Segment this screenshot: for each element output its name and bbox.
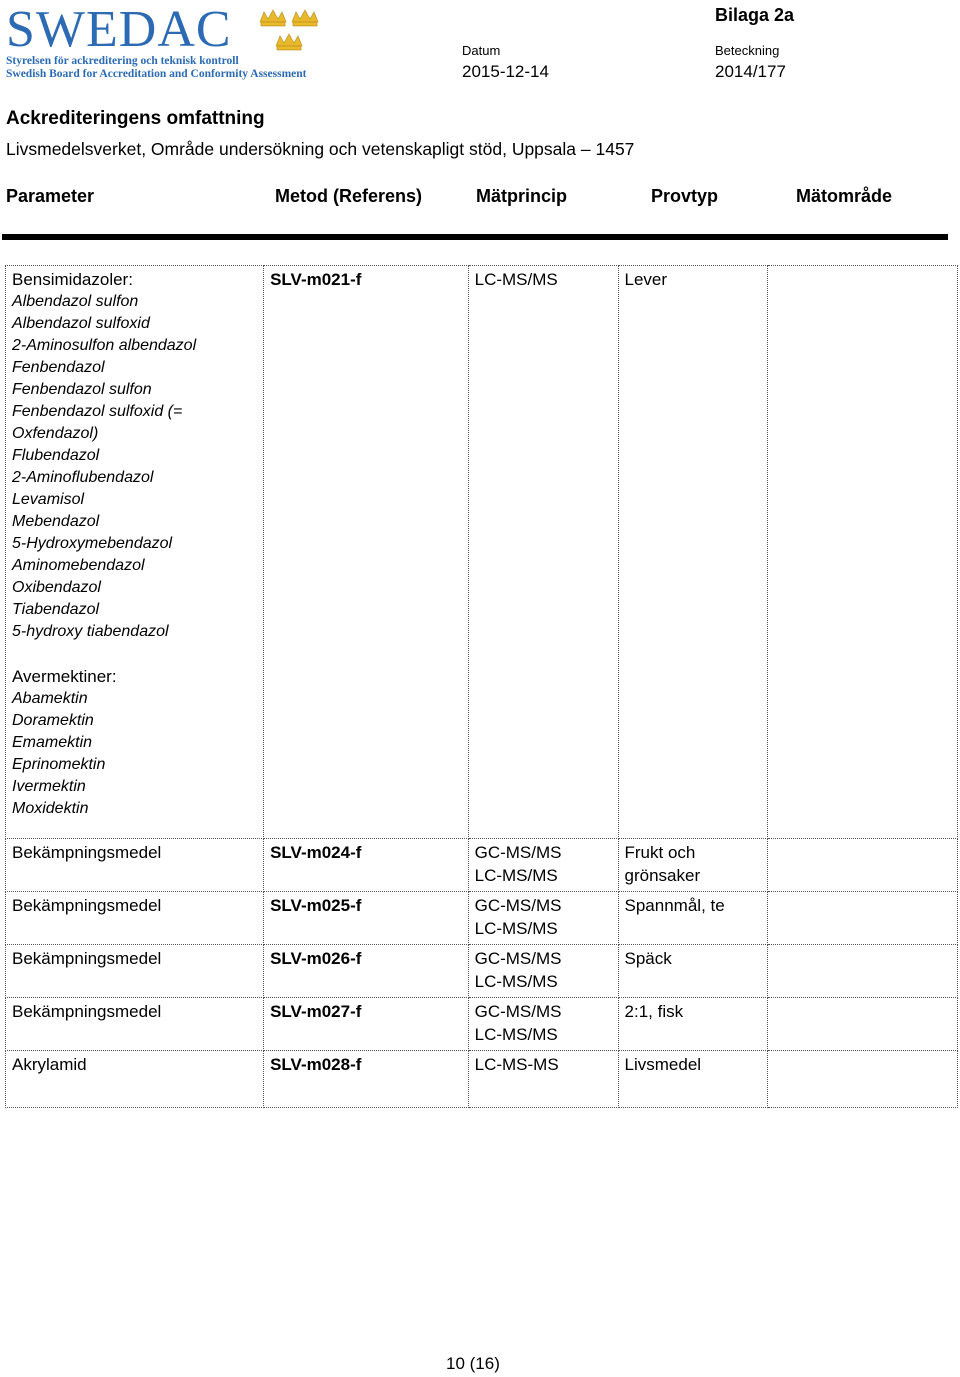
beteckning-value: 2014/177 — [715, 62, 786, 81]
accreditation-table — [5, 265, 958, 1108]
sample-value: grönsaker — [624, 866, 701, 885]
principle-cell — [468, 839, 618, 892]
table-row — [6, 266, 958, 839]
method-code: SLV-m021-f — [270, 270, 362, 289]
principle-value: LC-MS-MS — [474, 1055, 559, 1074]
method-code: SLV-m025-f — [270, 896, 362, 915]
list-item: Fenbendazol sulfoxid (= — [12, 403, 183, 420]
sample-cell — [618, 892, 768, 945]
range-cell — [768, 839, 958, 892]
principle-cell — [468, 945, 618, 998]
list-item: Albendazol sulfon — [12, 293, 139, 310]
sample-cell — [618, 839, 768, 892]
list-item: Ivermektin — [12, 778, 86, 795]
list-item: Mebendazol — [12, 513, 100, 530]
list-item: Fenbendazol sulfon — [12, 381, 152, 398]
table-row — [6, 998, 958, 1051]
principle-cell — [468, 892, 618, 945]
list-item: 2-Aminosulfon albendazol — [12, 337, 197, 354]
principle-value: LC-MS/MS — [474, 972, 558, 991]
column-header-range: Mätområde — [796, 186, 893, 206]
sample-cell — [618, 945, 768, 998]
list-item: Aminomebendazol — [12, 557, 145, 574]
list-item: 2-Aminoflubendazol — [12, 469, 154, 486]
sample-value: 2:1, fisk — [624, 1002, 684, 1021]
swedac-logo: SWEDAC — [6, 1, 232, 58]
principle-cell — [468, 998, 618, 1051]
list-item: Flubendazol — [12, 447, 100, 464]
header-divider — [2, 234, 948, 240]
list-item: Moxidektin — [12, 800, 89, 817]
column-header-principle: Mätprincip — [476, 186, 568, 206]
list-item: Oxibendazol — [12, 579, 101, 596]
column-header-parameter: Parameter — [6, 186, 95, 206]
list-item: Albendazol sulfoxid — [12, 315, 150, 332]
principle-value: GC-MS/MS — [474, 896, 562, 915]
range-cell — [768, 998, 958, 1051]
principle-cell — [468, 266, 618, 839]
list-item: Doramektin — [12, 712, 94, 729]
principle-value: GC-MS/MS — [474, 1002, 562, 1021]
method-cell — [264, 945, 469, 998]
range-cell — [768, 1051, 958, 1108]
appendix-label: Bilaga 2a — [715, 5, 795, 25]
parameter-cell: Akrylamid — [6, 1051, 264, 1108]
method-code: SLV-m027-f — [270, 1002, 362, 1021]
list-item: Emamektin — [12, 734, 93, 751]
datum-value: 2015-12-14 — [462, 62, 549, 81]
table-row — [6, 892, 958, 945]
method-cell — [264, 892, 469, 945]
principle-value: LC-MS/MS — [474, 1025, 558, 1044]
method-cell — [264, 1051, 469, 1108]
sample-value: Frukt och — [624, 843, 696, 862]
sample-value: Livsmedel — [624, 1055, 702, 1074]
sample-cell — [618, 266, 768, 839]
table-row — [6, 839, 958, 892]
list-item: 5-hydroxy tiabendazol — [12, 623, 169, 640]
list-item: Eprinomektin — [12, 756, 106, 773]
principle-value: LC-MS/MS — [474, 919, 558, 938]
page-number: 10 (16) — [446, 1354, 500, 1373]
method-cell — [264, 839, 469, 892]
sample-value: Spannmål, te — [624, 896, 725, 915]
three-crowns-icon — [256, 6, 322, 54]
group-spacer — [12, 643, 257, 665]
beteckning-label: Beteckning — [715, 43, 780, 58]
column-header-sample-type: Provtyp — [651, 186, 719, 206]
list-item: Levamisol — [12, 491, 85, 508]
method-code: SLV-m024-f — [270, 843, 362, 862]
parameter-cell — [6, 266, 264, 839]
list-item: 5-Hydroxymebendazol — [12, 535, 173, 552]
sample-cell — [618, 998, 768, 1051]
document-subtitle: Livsmedelsverket, Område undersökning och vetenskapligt stöd, Uppsala – 1457 — [6, 139, 635, 159]
table-row — [6, 1051, 958, 1108]
principle-value: GC-MS/MS — [474, 843, 562, 862]
list-item: Oxfendazol) — [12, 425, 99, 442]
sample-value: Späck — [624, 949, 672, 968]
method-cell — [264, 998, 469, 1051]
method-cell — [264, 266, 469, 839]
parameter-cell: Bekämpningsmedel — [6, 945, 264, 998]
principle-value: LC-MS/MS — [474, 866, 558, 885]
parameter-cell: Bekämpningsmedel — [6, 839, 264, 892]
principle-value: GC-MS/MS — [474, 949, 562, 968]
principle-value: LC-MS/MS — [474, 270, 558, 289]
parameter-cell: Bekämpningsmedel — [6, 892, 264, 945]
method-code: SLV-m028-f — [270, 1055, 362, 1074]
method-code: SLV-m026-f — [270, 949, 362, 968]
group-heading: Avermektiner: — [12, 667, 117, 686]
list-item: Tiabendazol — [12, 601, 100, 618]
range-cell — [768, 892, 958, 945]
range-cell — [768, 945, 958, 998]
principle-cell — [468, 1051, 618, 1108]
table-row — [6, 945, 958, 998]
datum-label: Datum — [462, 43, 501, 58]
parameter-cell: Bekämpningsmedel — [6, 998, 264, 1051]
logo-subtitle-swedish: Styrelsen för ackreditering och teknisk kontroll — [6, 55, 239, 67]
group-heading: Bensimidazoler: — [12, 270, 133, 289]
column-header-method: Metod (Referens) — [275, 186, 423, 206]
list-item: Abamektin — [12, 690, 88, 707]
sample-value: Lever — [624, 270, 668, 289]
list-item: Fenbendazol — [12, 359, 105, 376]
sample-cell — [618, 1051, 768, 1108]
range-cell — [768, 266, 958, 839]
document-title: Ackrediteringens omfattning — [6, 108, 265, 129]
logo-subtitle-english: Swedish Board for Accreditation and Conformity Assessment — [6, 68, 307, 80]
